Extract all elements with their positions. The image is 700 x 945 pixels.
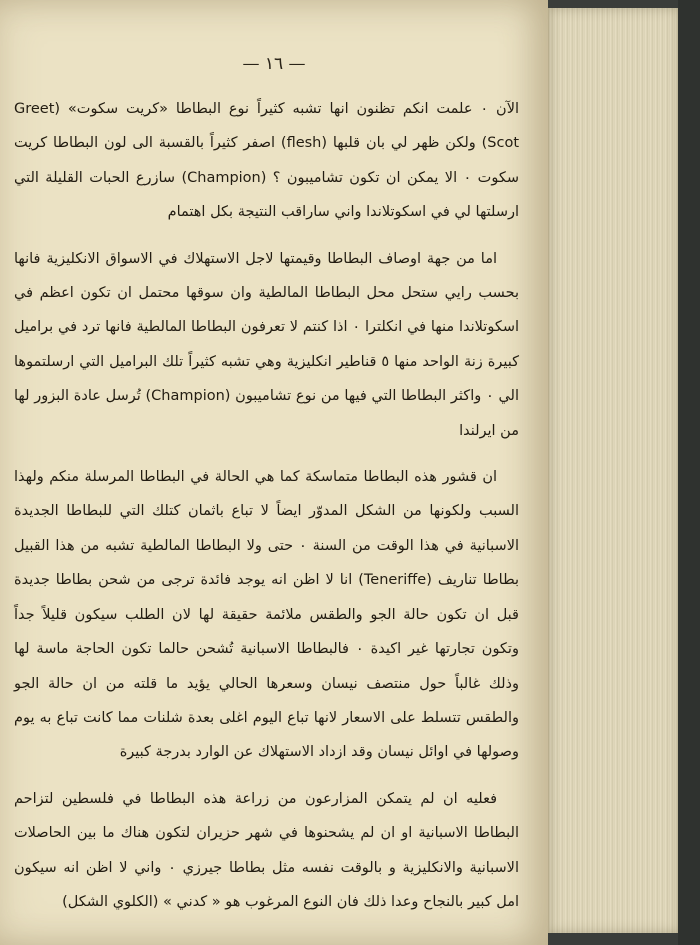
paragraph-4: فعليه ان لم يتمكن المزارعون من زراعة هذه البطاطا في فلسطين لتزاحم البطاطا الاسبانية او ان لم يشحنوها في شهر حزيران لتكون هناك ما بين الحاصلات الاسبانية والانكليزية و بالوقت نفسه مثل بطاطا جيرزي ٠ واني لا اظن انه سيكون امل كبير بالنجاح وعدا ذلك فان النوع المرغوب هو « كدني » (الكلوي الشكل) (14, 790, 519, 910)
page-body (14, 92, 519, 931)
page-number: — ١٦ — (242, 54, 306, 74)
paragraph-3: ان قشور هذه البطاطا متماسكة كما هي الحالة في البطاطا المرسلة منكم ولهذا السبب ولكونها من الشكل المدوّر ايضاً لا تباع باثمان كتلك التي للبطاطا الجديدة الاسبانية في هذا الوقت من السنة ٠ حتى ولا البطاطا المالطية تشبه من هذا القبيل بطاطا تناريف (Teneriffe) انا لا اظن انه يوجد فائدة ترجى من شحن بطاطا جديدة قبل ان تكون حالة الجو والطقس ملائمة حقيقة لها لان الطلب سيكون قليلاً جداً وتكون تجارتها غير اكيدة ٠ فالبطاطا الاسبانية تُشحن حالما تكون الحاجة ماسة لها وذلك غالباً حول منتصف نيسان وسعرها الحالي يؤيد ما قلته من ان حالة الجو والطقس تتسلط على الاسعار لانها تباع اليوم اغلى بعدة شلنات مما كانت تباع به يوم وصولها في اوائل نيسان وقد ازداد الاستهلاك عن الوارد بدرجة كبيرة (14, 469, 519, 761)
page-edges (548, 8, 679, 933)
paragraph-1: الآن ٠ علمت انكم تظنون انها تشبه كثيراً نوع البطاطا «كريت سكوت» (Greet Scot) ولكن ظهر لي بان قلبها (flesh) اصفر كثيراً بالقسبة الى لون البطاطا كريت سكوت ٠ الا يمكن ان تكون تشاميبون ؟ (Champion) سازرع الحبات القليلة التي ارسلتها لي في اسكوتلاندا واني ساراقب النتيجة بكل اهتمام (14, 101, 519, 221)
paragraph-2: اما من جهة اوصاف البطاطا وقيمتها لاجل الاستهلاك في الاسواق الانكليزية فانها بحسب رايي ستحل محل البطاطا المالطية وان سوقها محتمل ان تكون اعظم في اسكوتلاندا منها في انكلترا ٠ اذا كنتم لا تعرفون البطاطا المالطية فانها ترد في براميل كبيرة زنة الواحد منها ٥ قناطير انكليزية وهي تشبه كثيراً تلك البراميل التي ارسلتموها الي ٠ واكثر البطاطا التي فيها من نوع تشاميبون (Champion) تُرسل عادة البزور لها من ايرلندا (14, 250, 519, 439)
background-edge (678, 0, 700, 945)
